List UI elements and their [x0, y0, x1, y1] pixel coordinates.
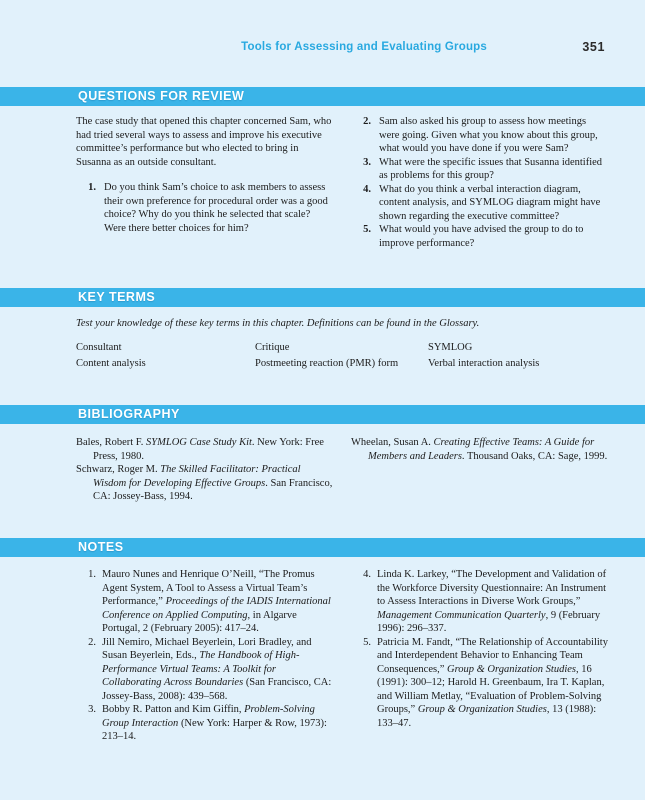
notes-section [76, 568, 608, 744]
section-banner-key-terms [0, 288, 645, 307]
bibliography-section [76, 436, 608, 504]
key-terms-column [428, 340, 608, 371]
note-text: Mauro Nunes and Henrique O’Neill, “The Promus Agent System, A Tool to Assess a Virtual Team’s Performance,” Proceedings of the IADIS International Conference on Applied Computing, in Algarve Portugal, 2 (February 2005): 417–24. [102, 569, 331, 634]
note-number: 4. [363, 569, 371, 580]
question-number: 2. [363, 116, 371, 127]
note-text: Bobby R. Patton and Kim Giffin, Problem-Solving Group Interaction (New York: Harper & Row, 1973): 213–14. [102, 704, 327, 742]
bibliography-entry: Bales, Robert F. SYMLOG Case Study Kit. New York: Free Press, 1980. [76, 437, 324, 462]
question-item [351, 223, 608, 250]
bibliography-right-column [351, 436, 608, 504]
case-study-intro: The case study that opened this chapter concerned Sam, who had tried several ways to assess and improve his executive committee’s performance but who elected to bring in Susanna as an outside consultant. [76, 116, 332, 168]
bibliography-left-column [76, 436, 333, 504]
key-term: Postmeeting reaction (PMR) form [255, 357, 399, 369]
question-number: 1. [88, 182, 96, 193]
key-terms-intro: Test your knowledge of these key terms in this chapter. Definitions can be found in the Glossary. [76, 318, 480, 329]
note-number: 3. [88, 704, 96, 715]
question-text: Sam also asked his group to assess how meetings were going. Given what you know about this group, what would you have done if you were Sam? [379, 116, 598, 154]
notes-left-column [76, 568, 333, 744]
question-item [76, 181, 333, 235]
key-terms-list [76, 340, 608, 371]
note-number: 2. [88, 636, 96, 648]
note-text: Linda K. Larkey, “The Development and Validation of the Workforce Diversity Questionnaire: An Instrument to Assess Interactions in Diverse Work Groups,” Management Communication Quarterly, 9 (February 1996): 296–337. [377, 569, 607, 634]
section-title-bibliography: BIBLIOGRAPHY [78, 407, 180, 421]
section-banner-bibliography [0, 405, 645, 424]
question-item [351, 156, 608, 183]
questions-for-review-section [76, 115, 608, 250]
key-terms-column [76, 340, 255, 371]
section-title-questions: QUESTIONS FOR REVIEW [78, 89, 245, 103]
question-number: 5. [363, 224, 371, 235]
bibliography-entry: Wheelan, Susan A. Creating Effective Teams: A Guide for Members and Leaders. Thousand Oaks, CA: Sage, 1999. [351, 437, 608, 462]
note-item [351, 568, 608, 636]
question-text: Do you think Sam’s choice to ask members to assess their own preference for procedural order was a good choice? Why do you think he selected that scale? Were there better choices for him? [104, 182, 328, 234]
question-number: 3. [363, 156, 371, 168]
questions-right-column [351, 115, 608, 250]
question-item [351, 183, 608, 224]
key-term: Content analysis [76, 357, 146, 369]
note-item [76, 703, 333, 744]
note-item [351, 636, 608, 731]
key-term: Consultant [76, 342, 122, 353]
question-number: 4. [363, 183, 371, 195]
notes-right-column [351, 568, 608, 744]
bibliography-entry: Schwarz, Roger M. The Skilled Facilitator: Practical Wisdom for Developing Effective Groups. San Francisco, CA: Jossey-Bass, 1994. [76, 464, 333, 502]
key-term: Verbal interaction analysis [428, 357, 540, 369]
note-text: Jill Nemiro, Michael Beyerlein, Lori Bradley, and Susan Beyerlein, Eds., The Handbook of High-Performance Virtual Teams: A Toolkit for Collaborating Across Boundaries (San Francisco, CA: Jossey-Bass, 2008): 439–568. [102, 636, 332, 702]
question-text: What do you think a verbal interaction diagram, content analysis, and SYMLOG diagram might have shown regarding the executive committee? [379, 183, 601, 222]
note-item [76, 568, 333, 636]
note-item [76, 636, 333, 704]
question-text: What were the specific issues that Susanna identified as problems for this group? [379, 156, 603, 181]
note-number: 5. [363, 636, 371, 648]
section-title-notes: NOTES [78, 540, 124, 554]
running-head-title: Tools for Assessing and Evaluating Groups [241, 41, 487, 53]
key-term: SYMLOG [428, 342, 473, 353]
note-text: Patricia M. Fandt, “The Relationship of Accountability and Interdependent Behavior to Enhancing Team Consequences,” Group & Organization Studies, 16 (1991): 300–12; Harold H. Greenbaum, Ira T. Kaplan, and William Metlay, “Evaluation of Problem-Solving Groups,” Group & Organization Studies, 13 (1988): 133–47. [377, 636, 608, 729]
section-banner-questions [0, 87, 645, 106]
section-title-key-terms: KEY TERMS [78, 290, 156, 304]
section-banner-notes [0, 538, 645, 557]
key-terms-column [255, 340, 428, 371]
question-text: What would you have advised the group to do to improve performance? [379, 224, 584, 249]
question-item [351, 115, 608, 156]
note-number: 1. [88, 569, 96, 580]
questions-left-column [76, 115, 333, 250]
page-number: 351 [582, 40, 605, 54]
key-term: Critique [255, 342, 290, 353]
